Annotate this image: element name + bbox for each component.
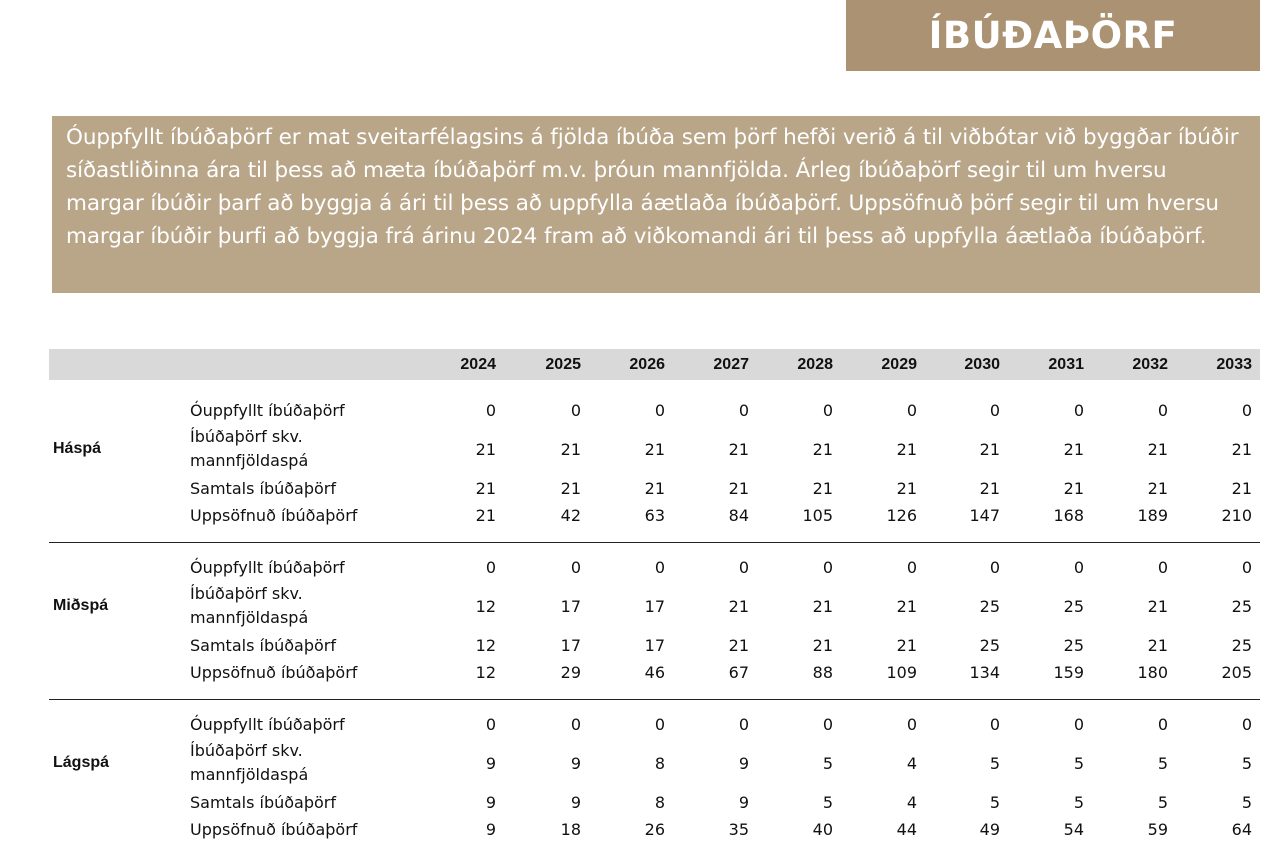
table-cell: 126 bbox=[886, 506, 917, 525]
group-divider bbox=[49, 699, 1260, 700]
table-cell: 5 bbox=[1241, 754, 1252, 773]
row-label: Óuppfyllt íbúðaþörf bbox=[190, 401, 345, 420]
year-header-2025: 2025 bbox=[545, 356, 581, 373]
row-label: Samtals íbúðaþörf bbox=[190, 479, 336, 498]
table-cell: 42 bbox=[560, 506, 581, 525]
table-cell: 5 bbox=[822, 754, 833, 773]
housing-need-table bbox=[49, 349, 1260, 839]
table-cell: 8 bbox=[654, 793, 665, 812]
table-cell: 0 bbox=[1073, 401, 1084, 420]
year-header-2032: 2032 bbox=[1132, 356, 1168, 373]
row-label: Samtals íbúðaþörf bbox=[190, 636, 336, 655]
group-divider bbox=[49, 542, 1260, 543]
table-cell: 0 bbox=[738, 715, 749, 734]
table-cell: 21 bbox=[896, 597, 917, 616]
table-cell: 147 bbox=[969, 506, 1000, 525]
year-header-2033: 2033 bbox=[1216, 356, 1252, 373]
year-header-2024: 2024 bbox=[460, 356, 496, 373]
table-cell: 0 bbox=[485, 558, 496, 577]
row-label: Uppsöfnuð íbúðaþörf bbox=[190, 506, 358, 525]
table-cell: 40 bbox=[812, 820, 833, 839]
table-cell: 0 bbox=[1157, 715, 1168, 734]
table-cell: 17 bbox=[560, 636, 581, 655]
table-cell: 5 bbox=[989, 793, 1000, 812]
year-header-2027: 2027 bbox=[713, 356, 749, 373]
table-cell: 21 bbox=[1231, 479, 1252, 498]
table-cell: 0 bbox=[654, 558, 665, 577]
table-cell: 21 bbox=[896, 479, 917, 498]
table-cell: 84 bbox=[728, 506, 749, 525]
table-cell: 5 bbox=[1073, 754, 1084, 773]
table-cell: 21 bbox=[896, 636, 917, 655]
row-label: Íbúðaþörf skv. mannfjöldaspá bbox=[190, 584, 309, 627]
table-cell: 21 bbox=[1063, 479, 1084, 498]
table-cell: 180 bbox=[1137, 663, 1168, 682]
table-cell: 5 bbox=[822, 793, 833, 812]
table-cell: 8 bbox=[654, 754, 665, 773]
table-cell: 25 bbox=[1063, 597, 1084, 616]
table-cell: 0 bbox=[1073, 715, 1084, 734]
table-cell: 0 bbox=[738, 558, 749, 577]
table-cell: 44 bbox=[896, 820, 917, 839]
row-label: Íbúðaþörf skv. mannfjöldaspá bbox=[190, 427, 309, 470]
table-cell: 9 bbox=[485, 793, 496, 812]
table-cell: 9 bbox=[485, 820, 496, 839]
table-cell: 0 bbox=[906, 558, 917, 577]
intro-text: Óuppfyllt íbúðaþörf er mat sveitarfélagsins á fjölda íbúða sem þörf hefði verið á til viðbótar við byggðar íbúðir síðastliðinna ára til þess að mæta íbúðaþörf m.v. þróun mannfjölda. Árleg íbúðaþörf segir til um hversu margar íbúðir þarf að byggja á ári til þess að uppfylla áætlaða íbúðaþörf. Uppsöfnuð þörf segir til um hversu margar íbúðir þurfi að byggja frá árinu 2024 fram að viðkomandi ári til þess að uppfylla áætlaða íbúðaþörf. bbox=[52, 116, 1260, 293]
table-cell: 49 bbox=[979, 820, 1000, 839]
table-cell: 21 bbox=[644, 479, 665, 498]
table-cell: 12 bbox=[475, 636, 496, 655]
table-cell: 18 bbox=[560, 820, 581, 839]
table-cell: 0 bbox=[989, 401, 1000, 420]
table-cell: 21 bbox=[1147, 440, 1168, 459]
group-label: Háspá bbox=[53, 440, 102, 457]
table-cell: 0 bbox=[485, 715, 496, 734]
group-haspa bbox=[49, 399, 1260, 529]
table-cell: 21 bbox=[728, 636, 749, 655]
table-cell: 0 bbox=[570, 401, 581, 420]
table-cell: 5 bbox=[989, 754, 1000, 773]
table-cell: 25 bbox=[1231, 597, 1252, 616]
row-label: Óuppfyllt íbúðaþörf bbox=[190, 715, 345, 734]
table-cell: 0 bbox=[1157, 401, 1168, 420]
table-cell: 21 bbox=[728, 597, 749, 616]
row-label: Uppsöfnuð íbúðaþörf bbox=[190, 820, 358, 839]
table-cell: 59 bbox=[1147, 820, 1168, 839]
table-cell: 9 bbox=[570, 793, 581, 812]
table-cell: 21 bbox=[475, 506, 496, 525]
group-midspa bbox=[49, 556, 1260, 686]
table-cell: 21 bbox=[896, 440, 917, 459]
table-cell: 21 bbox=[644, 440, 665, 459]
year-header-2030: 2030 bbox=[964, 356, 1000, 373]
year-header-2028: 2028 bbox=[797, 356, 833, 373]
group-lagspa bbox=[49, 713, 1260, 843]
table-cell: 4 bbox=[906, 754, 917, 773]
table-cell: 0 bbox=[822, 558, 833, 577]
table-cell: 21 bbox=[812, 636, 833, 655]
table-cell: 0 bbox=[989, 715, 1000, 734]
table-cell: 17 bbox=[644, 636, 665, 655]
row-label: Íbúðaþörf skv. mannfjöldaspá bbox=[190, 741, 309, 784]
table-cell: 17 bbox=[560, 597, 581, 616]
table-cell: 0 bbox=[485, 401, 496, 420]
table-cell: 25 bbox=[1063, 636, 1084, 655]
table-cell: 26 bbox=[644, 820, 665, 839]
row-label: Samtals íbúðaþörf bbox=[190, 793, 336, 812]
table-cell: 0 bbox=[989, 558, 1000, 577]
table-cell: 21 bbox=[1147, 479, 1168, 498]
table-cell: 9 bbox=[738, 793, 749, 812]
table-cell: 21 bbox=[979, 440, 1000, 459]
table-cell: 25 bbox=[1231, 636, 1252, 655]
table-cell: 0 bbox=[906, 401, 917, 420]
table-cell: 21 bbox=[1147, 636, 1168, 655]
table-cell: 0 bbox=[654, 401, 665, 420]
table-cell: 21 bbox=[728, 479, 749, 498]
table-cell: 67 bbox=[728, 663, 749, 682]
table-cell: 64 bbox=[1231, 820, 1252, 839]
table-cell: 63 bbox=[644, 506, 665, 525]
table-cell: 4 bbox=[906, 793, 917, 812]
table-cell: 0 bbox=[1073, 558, 1084, 577]
table-cell: 0 bbox=[1241, 715, 1252, 734]
row-label: Óuppfyllt íbúðaþörf bbox=[190, 558, 345, 577]
table-cell: 0 bbox=[822, 715, 833, 734]
table-cell: 159 bbox=[1053, 663, 1084, 682]
table-cell: 205 bbox=[1221, 663, 1252, 682]
table-cell: 12 bbox=[475, 663, 496, 682]
table-cell: 21 bbox=[1063, 440, 1084, 459]
table-cell: 189 bbox=[1137, 506, 1168, 525]
table-cell: 21 bbox=[1231, 440, 1252, 459]
year-header-2029: 2029 bbox=[881, 356, 917, 373]
table-cell: 0 bbox=[570, 558, 581, 577]
table-cell: 9 bbox=[485, 754, 496, 773]
table-cell: 35 bbox=[728, 820, 749, 839]
table-cell: 21 bbox=[475, 440, 496, 459]
table-cell: 21 bbox=[728, 440, 749, 459]
year-header-2031: 2031 bbox=[1048, 356, 1084, 373]
table-cell: 29 bbox=[560, 663, 581, 682]
table-cell: 21 bbox=[812, 440, 833, 459]
table-cell: 109 bbox=[886, 663, 917, 682]
table-cell: 88 bbox=[812, 663, 833, 682]
table-cell: 21 bbox=[560, 479, 581, 498]
table-cell: 9 bbox=[738, 754, 749, 773]
table-cell: 54 bbox=[1063, 820, 1084, 839]
table-cell: 210 bbox=[1221, 506, 1252, 525]
table-cell: 0 bbox=[738, 401, 749, 420]
table-cell: 21 bbox=[979, 479, 1000, 498]
table-cell: 21 bbox=[560, 440, 581, 459]
year-header-2026: 2026 bbox=[629, 356, 665, 373]
table-cell: 46 bbox=[644, 663, 665, 682]
page-title: ÍBÚÐAÞÖRF bbox=[846, 0, 1260, 71]
table-cell: 17 bbox=[644, 597, 665, 616]
group-label: Lágspá bbox=[53, 754, 110, 771]
table-cell: 0 bbox=[1241, 558, 1252, 577]
table-cell: 0 bbox=[654, 715, 665, 734]
table-cell: 0 bbox=[822, 401, 833, 420]
table-cell: 12 bbox=[475, 597, 496, 616]
table-cell: 25 bbox=[979, 597, 1000, 616]
table-cell: 9 bbox=[570, 754, 581, 773]
table-cell: 0 bbox=[570, 715, 581, 734]
table-cell: 21 bbox=[1147, 597, 1168, 616]
table-cell: 134 bbox=[969, 663, 1000, 682]
table-cell: 5 bbox=[1157, 793, 1168, 812]
table-cell: 21 bbox=[475, 479, 496, 498]
table-cell: 21 bbox=[812, 597, 833, 616]
table-header-row bbox=[49, 349, 1260, 380]
table-cell: 0 bbox=[1157, 558, 1168, 577]
table-cell: 105 bbox=[802, 506, 833, 525]
table-cell: 21 bbox=[812, 479, 833, 498]
table-cell: 5 bbox=[1157, 754, 1168, 773]
table-cell: 0 bbox=[1241, 401, 1252, 420]
row-label: Uppsöfnuð íbúðaþörf bbox=[190, 663, 358, 682]
table-cell: 168 bbox=[1053, 506, 1084, 525]
table-cell: 25 bbox=[979, 636, 1000, 655]
table-cell: 5 bbox=[1073, 793, 1084, 812]
table-cell: 5 bbox=[1241, 793, 1252, 812]
table-cell: 0 bbox=[906, 715, 917, 734]
group-label: Miðspá bbox=[53, 597, 109, 614]
